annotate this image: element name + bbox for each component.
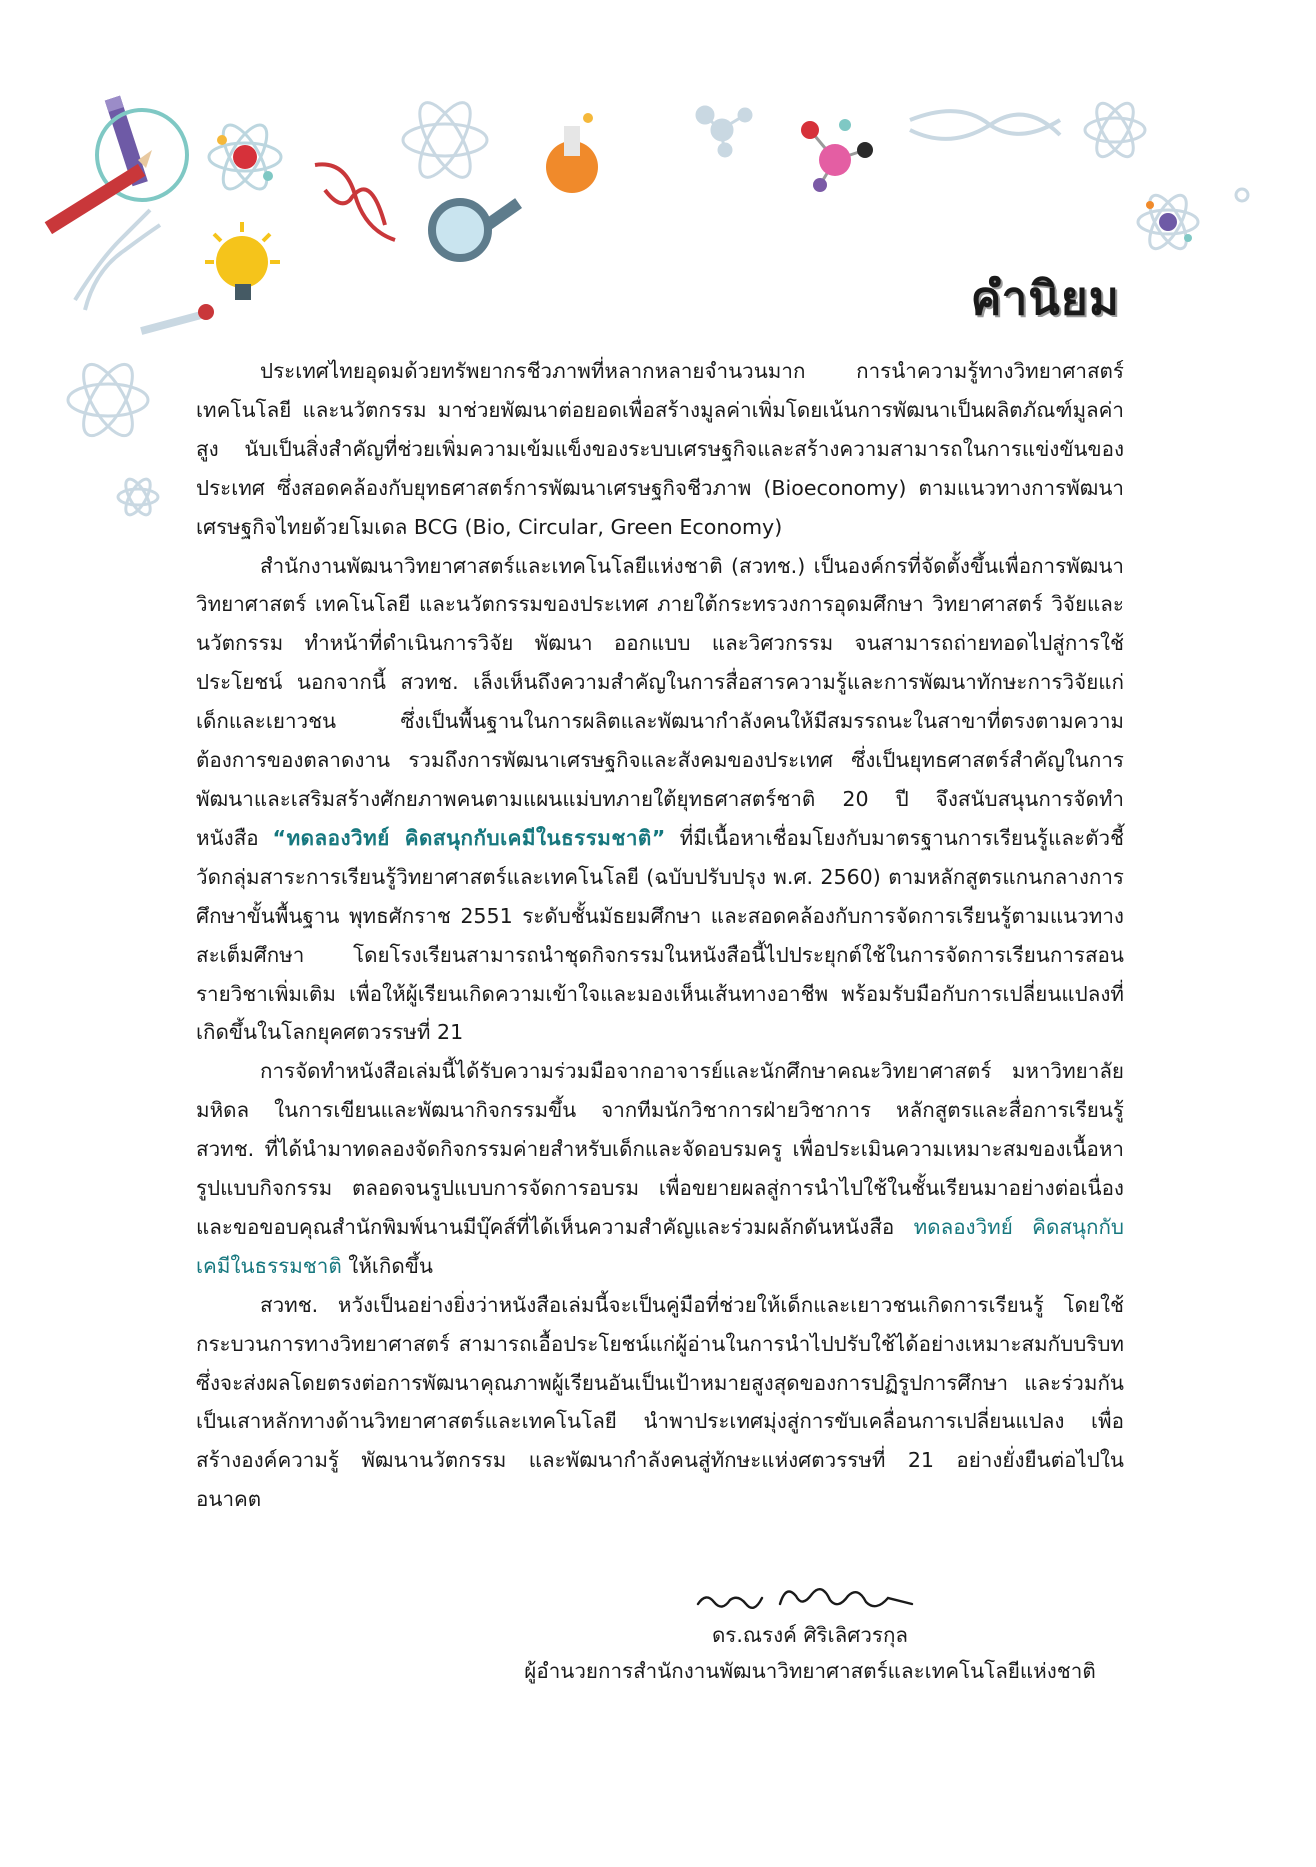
dna-icon	[75, 210, 160, 310]
magnifying-glass-icon	[432, 198, 522, 258]
paragraph-2-text-b: ที่มีเนื้อหาเชื่อมโยงกับมาตรฐานการเรียนรู้และตัวชี้วัดกลุ่มสาระการเรียนรู้วิทยาศาสตร์และเทคโนโลยี (ฉบับปรับปรุง พ.ศ. 2560) ตามหลักสูตรแกนกลางการศึกษาขั้นพื้นฐาน พุทธศักราช 2551 ระดับชั้นมัธยมศึกษา และสอดคล้องกับการจัดการเรียนรู้ตามแนวทางสะเต็มศึกษา โดยโรงเรียนสามารถนำชุดกิจกรรมในหนังสือนี้ไปประยุกต์ใช้ในการจัดการเรียนการสอนรายวิชาเพิ่มเติม เพื่อให้ผู้เรียนเกิดความเข้าใจและมองเห็นเส้นทางอาชีพ พร้อมรับมือกับการเปลี่ยนแปลงที่เกิดขึ้นในโลกยุคศตวรรษที่ 21	[196, 825, 1124, 1045]
signer-title: ผู้อำนวยการสำนักงานพัฒนาวิทยาศาสตร์และเทคโนโลยีแห่งชาติ	[524, 1659, 1096, 1683]
small-atom-icon	[118, 476, 158, 519]
right-atom-icon	[1085, 98, 1145, 162]
paragraph-3-text-b: ให้เกิดขึ้น	[341, 1253, 433, 1278]
dna-right-icon	[910, 111, 1060, 139]
paragraph-2	[196, 547, 1124, 1053]
signer-name: ดร.ณรงค์ ศิริเลิศวรกุล	[711, 1623, 909, 1647]
thermometer-icon	[140, 304, 214, 335]
red-dna-icon	[315, 164, 395, 240]
left-atom-icon	[68, 357, 148, 442]
paragraph-4: สวทช. หวังเป็นอย่างยิ่งว่าหนังสือเล่มนี้จะเป็นคู่มือที่ช่วยให้เด็กและเยาวชนเกิดการเรียนรู้ โดยใช้กระบวนการทางวิทยาศาสตร์ สามารถเอื้อประโยชน์แก่ผู้อ่านในการนำไปปรับใช้ได้อย่างเหมาะสมกับบริบท ซึ่งจะส่งผลโดยตรงต่อการพัฒนาคุณภาพผู้เรียนอันเป็นเป้าหมายสูงสุดของการปฏิรูปการศึกษา และร่วมกันเป็นเสาหลักทางด้านวิทยาศาสตร์และเทคโนโลยี นำพาประเทศมุ่งสู่การขับเคลื่อนการเปลี่ยนแปลง เพื่อสร้างองค์ความรู้ พัฒนานวัตกรรม และพัฒนากำลังคนสู่ทักษะแห่งศตวรรษที่ 21 อย่างยั่งยืนต่อไปในอนาคต	[196, 1292, 1124, 1512]
book-title-highlight: “ทดลองวิทย์ คิดสนุกกับเคมีในธรรมชาติ”	[272, 825, 666, 850]
paragraph-3	[196, 1052, 1124, 1285]
purple-atom-icon	[1138, 190, 1198, 254]
body-text	[196, 352, 1124, 1519]
paragraph-1: ประเทศไทยอุดมด้วยทรัพยากรชีวภาพที่หลากหลายจำนวนมาก การนำความรู้ทางวิทยาศาสตร์ เทคโนโลยี และนวัตกรรม มาช่วยพัฒนาต่อยอดเพื่อสร้างมูลค่าเพิ่มโดยเน้นการพัฒนาเป็นผลิตภัณฑ์มูลค่าสูง นับเป็นสิ่งสำคัญที่ช่วยเพิ่มความเข้มแข็งของระบบเศรษฐกิจและสร้างความสามารถในการแข่งขันของประเทศ ซึ่งสอดคล้องกับยุทธศาสตร์การพัฒนาเศรษฐกิจชีวภาพ (Bioeconomy) ตามแนวทางการพัฒนาเศรษฐกิจไทยด้วยโมเดล BCG (Bio, Circular, Green Economy)	[196, 359, 1124, 539]
molecule-icon	[697, 107, 751, 156]
light-bulb-icon	[205, 222, 280, 300]
flask-icon	[546, 113, 598, 193]
signature	[690, 1574, 930, 1624]
paragraph-3-text-a: การจัดทำหนังสือเล่มนี้ได้รับความร่วมมือจากอาจารย์และนักศึกษาคณะวิทยาศาสตร์ มหาวิทยาลัยมหิดล ในการเขียนและพัฒนากิจกรรมขึ้น จากทีมนักวิชาการฝ่ายวิชาการ หลักสูตรและสื่อการเรียนรู้ สวทช. ที่ได้นำมาทดลองจัดกิจกรรมค่ายสำหรับเด็กและจัดอบรมครู เพื่อประเมินความเหมาะสมของเนื้อหา รูปแบบกิจกรรม ตลอดจนรูปแบบการจัดการอบรม เพื่อขยายผลสู่การนำไปใช้ในชั้นเรียนมาอย่างต่อเนื่อง และขอขอบคุณสำนักพิมพ์นานมีบุ๊คส์ที่ได้เห็นความสำคัญและร่วมผลักดันหนังสือ	[196, 1059, 1124, 1239]
faint-atom-icon	[403, 96, 487, 185]
book-title-highlight-2: ทดลองวิทย์ คิดสนุกกับเคมีในธรรมชาติ	[196, 1214, 1124, 1278]
colorful-molecule-icon	[801, 119, 873, 192]
page-title: คำนิยม	[970, 271, 1120, 325]
paragraph-2-text-a: สำนักงานพัฒนาวิทยาศาสตร์และเทคโนโลยีแห่งชาติ (สวทช.) เป็นองค์กรที่จัดตั้งขึ้นเพื่อการพัฒนาวิทยาศาสตร์ เทคโนโลยี และนวัตกรรมของประเทศ ภายใต้กระทรวงการอุดมศึกษา วิทยาศาสตร์ วิจัยและนวัตกรรม ทำหน้าที่ดำเนินการวิจัย พัฒนา ออกแบบ และวิศวกรรม จนสามารถถ่ายทอดไปสู่การใช้ประโยชน์ นอกจากนี้ สวทช. เล็งเห็นถึงความสำคัญในการสื่อสารความรู้และการพัฒนาทักษะการวิจัยแก่เด็กและเยาวชน ซึ่งเป็นพื้นฐานในการผลิตและพัฒนากำลังคนให้มีสมรรถนะในสาขาที่ตรงตามความต้องการของตลาดงาน รวมถึงการพัฒนาเศรษฐกิจและสังคมของประเทศ ซึ่งเป็นยุทธศาสตร์สำคัญในการพัฒนาและเสริมสร้างศักยภาพคนตามแผนแม่บทภายใต้ยุทธศาสตร์ชาติ 20 ปี จึงสนับสนุนการจัดทำหนังสือ	[196, 553, 1124, 850]
atom-icon	[209, 119, 281, 195]
